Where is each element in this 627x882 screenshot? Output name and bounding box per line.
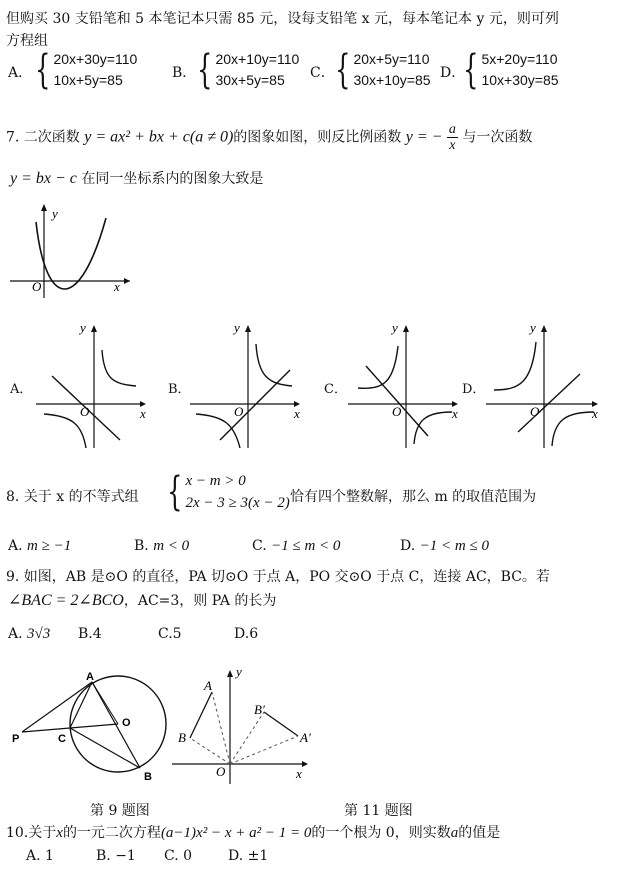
q6-stem-line1: 但购买 30 支铅笔和 5 本笔记本只需 85 元，设每支铅笔 x 元，每本笔记本 y 元，则可列	[6, 11, 559, 27]
q6-b-eq2: 30x+5y=85	[215, 72, 285, 88]
y-axis-arrow	[245, 325, 251, 332]
y-axis-label: y	[530, 320, 536, 335]
label-b-prime: B′	[254, 702, 265, 717]
q7-number: 7.	[6, 129, 20, 146]
dashed-oa	[212, 692, 230, 764]
x-axis-arrow	[124, 278, 130, 284]
label-a-prime: A′	[300, 730, 311, 745]
y-axis-label: y	[234, 320, 240, 335]
q6-option-c-label: C．	[310, 65, 335, 81]
y-axis-arrow	[91, 325, 97, 332]
q7-fraction	[447, 122, 458, 153]
x-axis-label: x	[452, 406, 458, 421]
y-axis-arrow	[541, 325, 547, 332]
q8-number: 8.	[6, 489, 20, 505]
q6-b-eq1: 20x+10y=110	[215, 51, 300, 67]
hyperbola-branch-2	[196, 414, 240, 448]
line-graph	[366, 366, 428, 436]
q7-parabola-figure	[0, 200, 140, 300]
x-axis-label: x	[296, 766, 302, 781]
label-c: C	[58, 733, 66, 745]
line-graph	[518, 374, 580, 432]
tangent-pa	[22, 682, 92, 732]
q9-angle-expr: ∠BAC = 2∠BCO	[8, 592, 124, 609]
x-axis-label: x	[294, 406, 300, 421]
q10-text-a: 10.关于	[6, 825, 57, 841]
x-axis-label: x	[114, 279, 120, 294]
q6-option-d-system: { 5x+20y=110 10x+30y=85	[463, 47, 559, 93]
hyperbola-branch-2	[44, 414, 86, 448]
dashed-ob	[190, 738, 230, 764]
segment-a-prime-b-prime	[264, 712, 298, 736]
origin-label: O	[392, 404, 402, 419]
q7-option-c-graph	[348, 320, 468, 450]
q7-option-a-label: A．	[10, 382, 33, 397]
q10-text-d: 的值是	[458, 825, 501, 841]
q10-text-b: 的一元二次方程	[62, 825, 161, 841]
x-axis-arrow	[302, 761, 308, 767]
q6-option-b-system: { 20x+10y=110 30x+5y=85	[197, 47, 300, 93]
q11-rotation-figure	[168, 664, 328, 786]
q7-frac-num: a	[448, 122, 456, 137]
y-axis-label: y	[236, 664, 242, 679]
q7-quadratic-expr: y = ax² + bx + c(a ≠ 0)	[84, 128, 234, 146]
q7-option-d-graph	[486, 320, 610, 450]
x-axis-label: x	[592, 406, 598, 421]
q10-stem	[6, 822, 500, 842]
segment-ab	[190, 692, 212, 738]
q9-line2	[8, 590, 276, 610]
q6-d-eq1: 5x+20y=110	[481, 51, 558, 67]
x-axis-label: x	[140, 406, 146, 421]
dashed-ob-prime	[230, 712, 264, 764]
q7-option-d-label: D．	[462, 382, 486, 397]
q6-option-a-label: A．	[8, 65, 33, 81]
q9-option-c: C.5	[158, 626, 182, 642]
q6-option-c-system: { 20x+5y=110 30x+10y=85	[335, 47, 431, 93]
q7-text-b: 的图象如图，则反比例函数	[233, 129, 402, 146]
y-axis-arrow	[227, 670, 233, 677]
q10-equation: (a−1)x² − x + a² − 1 = 0	[160, 825, 312, 841]
hyperbola-branch-2	[414, 412, 452, 444]
q6-option-a-system: { 20x+30y=110 10x+5y=85	[35, 47, 138, 93]
q9-option-d: D.6	[234, 626, 259, 642]
origin-label: O	[32, 279, 42, 294]
caption-figure-11: 第 11 题图	[344, 803, 413, 819]
label-o: O	[122, 717, 131, 729]
label-p: P	[12, 733, 20, 745]
q7-linear-expr: y = bx − c	[10, 170, 77, 187]
q6-a-eq2: 10x+5y=85	[53, 72, 123, 88]
y-axis-arrow	[41, 204, 47, 211]
label-b: B	[144, 771, 152, 783]
q10-var-a: a	[450, 825, 459, 841]
q6-c-eq2: 30x+10y=85	[353, 72, 431, 88]
label-a: A	[204, 678, 212, 693]
origin-label: O	[530, 404, 540, 419]
q8-text-b: 恰有四个整数解，那么 m 的取值范围为	[290, 489, 537, 505]
y-axis-arrow	[403, 325, 409, 332]
q10-text-c: 的一个根为 0，则实数	[311, 825, 451, 841]
q9-option-a: A. 3√3	[8, 626, 51, 642]
q8-option-c: C. −1 ≤ m < 0	[252, 538, 341, 554]
q10-option-b: B. −1	[96, 848, 136, 864]
q10-option-c: C. 0	[164, 848, 193, 864]
q7-option-b-label: B．	[168, 382, 191, 397]
q7-line1	[6, 122, 532, 153]
q9-line2-rest: ，AC=3，则 PA 的长为	[123, 593, 277, 609]
label-a: A	[86, 671, 94, 683]
q6-option-d-label: D．	[440, 65, 466, 81]
q7-option-c-label: C．	[324, 382, 347, 397]
q10-option-a: A. 1	[26, 848, 54, 864]
q8-ineq1: x − m > 0	[185, 473, 246, 489]
q7-line2	[10, 168, 263, 188]
q8-inequality-system: { x − m > 0 2x − 3 ≥ 3(x − 2)	[167, 469, 290, 515]
q7-text-a: 二次函数	[23, 129, 80, 146]
q8-text-a	[6, 486, 139, 506]
q9-circle-figure	[0, 668, 175, 786]
q6-d-eq2: 10x+30y=85	[481, 72, 559, 88]
q8-option-b: B. m < 0	[134, 538, 190, 554]
q8-option-a: A. m ≥ −1	[8, 538, 72, 554]
y-axis-label: y	[52, 206, 58, 221]
dashed-oa-prime	[230, 736, 298, 764]
q6-c-eq1: 20x+5y=110	[353, 51, 430, 67]
origin-label: O	[80, 404, 90, 419]
line-graph	[220, 370, 290, 440]
hyperbola-branch-1	[256, 344, 292, 386]
q10-option-d: D. ±1	[228, 848, 269, 864]
q7-option-a-graph	[36, 320, 156, 450]
q8-stem-a: 关于 x 的不等式组	[23, 489, 139, 505]
y-axis-label: y	[392, 320, 398, 335]
origin-label: O	[216, 764, 226, 779]
hyperbola-branch-1	[102, 350, 136, 386]
hyperbola-branch-1	[358, 346, 398, 388]
q9-line1: 9. 如图，AB 是⊙O 的直径，PA 切⊙O 于点 A，PO 交⊙O 于点 C，连接 AC，BC。若	[6, 569, 550, 585]
q8-option-d: D. −1 < m ≤ 0	[400, 538, 489, 554]
q9-option-b: B.4	[78, 626, 102, 642]
q7-option-b-graph	[190, 320, 310, 450]
q7-text-d: 在同一坐标系内的图象大致是	[81, 171, 264, 187]
hyperbola-branch-2	[552, 412, 594, 446]
segment-ao	[92, 682, 118, 724]
q6-a-eq1: 20x+30y=110	[53, 51, 138, 67]
caption-figure-9: 第 9 题图	[90, 803, 150, 819]
q10-var-x: x	[56, 825, 63, 841]
parabola-curve	[36, 218, 106, 289]
q7-text-c: 与一次函数	[462, 129, 533, 146]
q7-inverse-expr: y = −	[405, 128, 443, 146]
q8-ineq2: 2x − 3 ≥ 3(x − 2)	[185, 495, 290, 511]
y-axis-label: y	[80, 320, 86, 335]
label-b: B	[178, 730, 186, 745]
q7-frac-den: x	[449, 138, 456, 153]
origin-label: O	[234, 404, 244, 419]
q6-option-b-label: B．	[172, 65, 197, 81]
hyperbola-branch-1	[494, 342, 536, 390]
q6-stem-line2: 方程组	[6, 33, 48, 49]
